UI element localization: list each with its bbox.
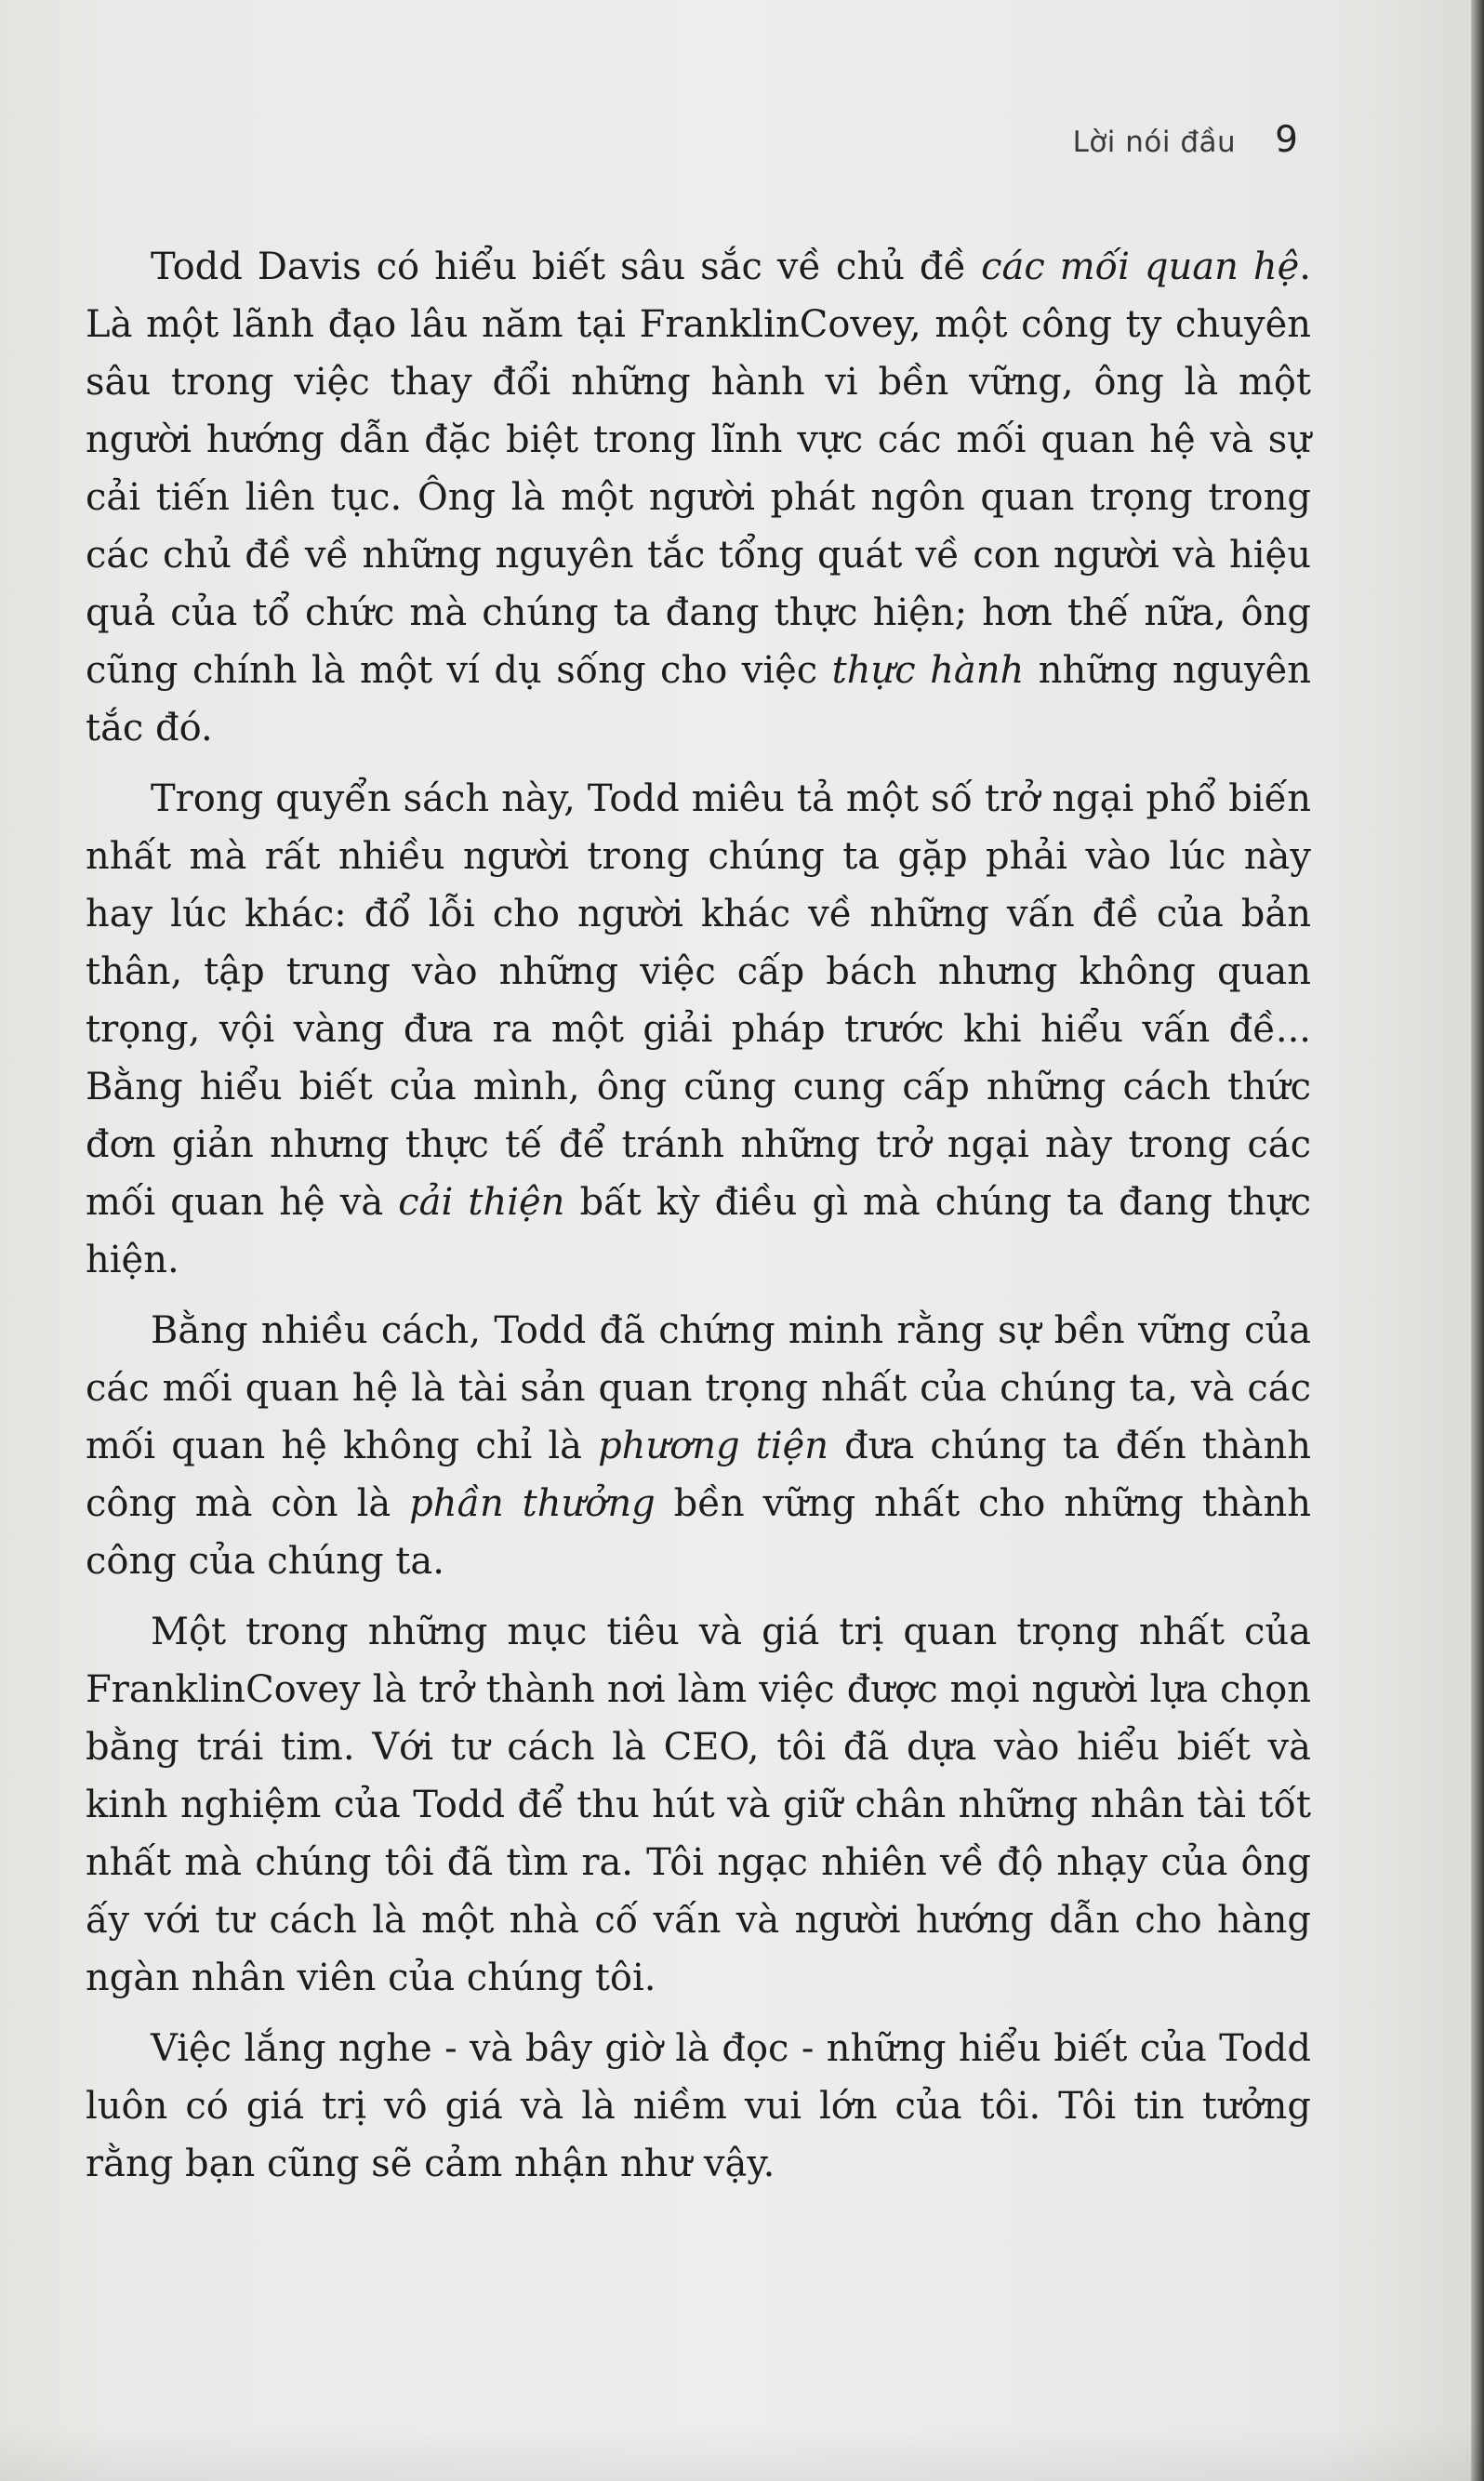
italic-run: phương tiện xyxy=(598,1425,829,1467)
text-run: Việc lắng nghe - và bây giờ là đọc - những hiểu biết của Todd luôn có giá trị vô giá và là niềm vui lớn của tôi. Tôi tin tưởng rằng bạn cũng sẽ cảm nhận như vậy. xyxy=(86,2027,1311,2185)
paragraph-3 xyxy=(86,1302,1311,1590)
text-run: những nguyên tắc đó. xyxy=(86,649,1311,750)
body-text xyxy=(86,238,1311,2206)
text-run: Một trong những mục tiêu và giá trị quan trọng nhất của FranklinCovey là trở thành nơi làm việc được mọi người lựa chọn bằng trái tim. Với tư cách là CEO, tôi đã dựa vào hiểu biết và kinh nghiệm của Todd để thu hút và giữ chân những nhân tài tốt nhất mà chúng tôi đã tìm ra. Tôi ngạc nhiên về độ nhạy của ông ấy với tư cách là một nhà cố vấn và người hướng dẫn cho hàng ngàn nhân viên của chúng tôi. xyxy=(86,1611,1311,1999)
paragraph-1 xyxy=(86,238,1311,757)
page-number: 9 xyxy=(1275,119,1298,161)
paragraph-2 xyxy=(86,770,1311,1289)
text-run: Bằng nhiều cách, Todd đã chứng minh rằng sự bền vững của các mối quan hệ là tài sản quan trọng nhất của chúng ta, và các mối quan hệ không chỉ là xyxy=(86,1309,1311,1467)
text-run: đưa chúng ta đến thành công mà còn là xyxy=(86,1425,1311,1525)
paragraph-4 xyxy=(86,1603,1311,2007)
italic-run: các mối quan hệ xyxy=(981,245,1300,288)
text-run: bền vững nhất cho những thành công của chúng ta. xyxy=(86,1482,1312,1583)
page-bottom-shadow xyxy=(0,2425,1484,2481)
page-edge-shadow xyxy=(1471,0,1484,2481)
paragraph-5 xyxy=(86,2020,1311,2193)
italic-run: thực hành xyxy=(831,649,1025,692)
text-run: Todd Davis có hiểu biết sâu sắc về chủ đề xyxy=(151,245,982,288)
text-run: Trong quyển sách này, Todd miêu tả một số trở ngại phổ biến nhất mà rất nhiều người trong chúng ta gặp phải vào lúc này hay lúc khác: đổ lỗi cho người khác về những vấn đề của bản thân, tập trung vào những việc cấp bách nhưng không quan trọng, vội vàng đưa ra một giải pháp trước khi hiểu vấn đề... Bằng hiểu biết của mình, ông cũng cung cấp những cách thức đơn giản nhưng thực tế để tránh những trở ngại này trong các mối quan hệ và xyxy=(86,777,1311,1224)
running-header xyxy=(1073,119,1298,161)
italic-run: phần thưởng xyxy=(409,1482,656,1525)
running-title: Lời nói đầu xyxy=(1072,126,1237,159)
text-run: . Là một lãnh đạo lâu năm tại FranklinCovey, một công ty chuyên sâu trong việc thay đổi những hành vi bền vững, ông là một người hướng dẫn đặc biệt trong lĩnh vực các mối quan hệ và sự cải tiến liên tục. Ông là một người phát ngôn quan trọng trong các chủ đề về những nguyên tắc tổng quát về con người và hiệu quả của tổ chức mà chúng ta đang thực hiện; hơn thế nữa, ông cũng chính là một ví dụ sống cho việc xyxy=(86,245,1311,692)
italic-run: cải thiện xyxy=(398,1181,565,1224)
text-run: bất kỳ điều gì mà chúng ta đang thực hiện. xyxy=(86,1181,1311,1281)
